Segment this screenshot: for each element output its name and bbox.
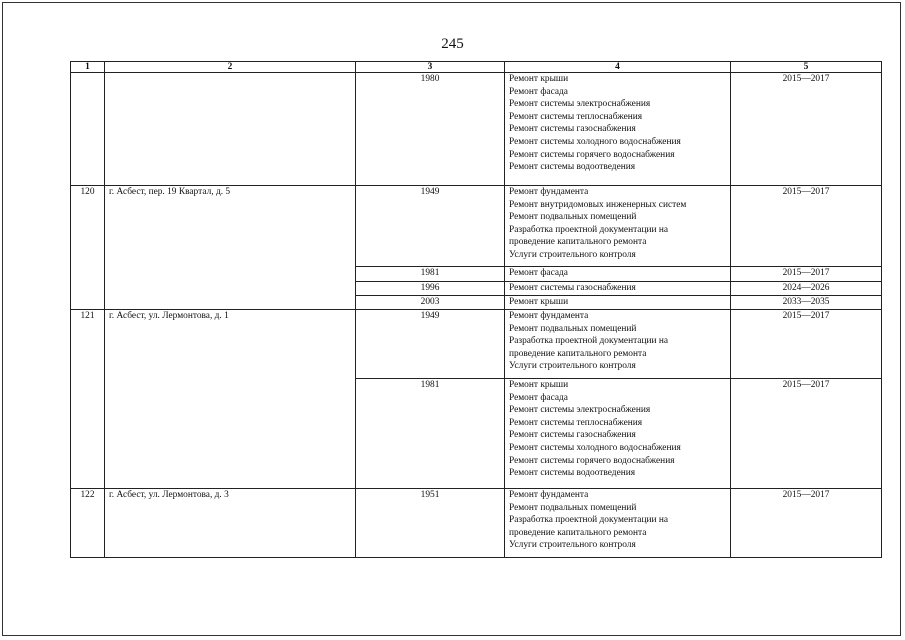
period-cell: 2015—2017 xyxy=(731,186,882,267)
work-item: Ремонт системы газоснабжения xyxy=(509,283,636,293)
work-item: проведение капитального ремонта xyxy=(509,348,647,359)
works-cell xyxy=(505,489,731,558)
work-item: Услуги строительного контроля xyxy=(509,361,636,372)
page-number: 245 xyxy=(441,36,464,52)
column-header-5: 5 xyxy=(731,62,882,73)
table-row xyxy=(71,310,882,379)
work-item: Ремонт фасада xyxy=(509,268,568,278)
work-item: проведение капитального ремонта xyxy=(509,527,647,538)
work-item: Ремонт системы водоотведения xyxy=(509,162,636,173)
work-item: Ремонт фасада xyxy=(509,392,568,403)
address-cell: г. Асбест, ул. Лермонтова, д. 1 xyxy=(105,310,356,489)
work-item: Ремонт системы теплоснабжения xyxy=(509,417,643,428)
year-cell: 1980 xyxy=(356,73,505,186)
year-cell: 1981 xyxy=(356,267,505,282)
column-header-3: 3 xyxy=(356,62,505,73)
column-header-4: 4 xyxy=(505,62,731,73)
works-cell xyxy=(505,296,731,310)
column-header-2: 2 xyxy=(105,62,356,73)
work-item: Ремонт системы горячего водоснабжения xyxy=(509,149,675,160)
work-item: Ремонт системы холодного водоснабжения xyxy=(509,442,681,453)
work-item: Разработка проектной документации на xyxy=(509,224,669,235)
table-row xyxy=(71,186,882,267)
work-item: Ремонт системы теплоснабжения xyxy=(509,111,643,122)
address-cell: г. Асбест, ул. Лермонтова, д. 3 xyxy=(105,489,356,558)
year-cell: 1981 xyxy=(356,379,505,489)
work-item: Ремонт системы горячего водоснабжения xyxy=(509,455,675,466)
work-item: Ремонт системы газоснабжения xyxy=(509,124,636,135)
work-item: Ремонт крыши xyxy=(509,74,569,84)
house-number-cell: 122 xyxy=(71,489,105,558)
address-cell: г. Асбест, пер. 19 Квартал, д. 5 xyxy=(105,186,356,310)
period-cell: 2015—2017 xyxy=(731,489,882,558)
work-item: Ремонт системы водоотведения xyxy=(509,468,636,479)
house-number-cell: 121 xyxy=(71,310,105,489)
period-cell: 2033—2035 xyxy=(731,296,882,310)
work-item: Ремонт системы газоснабжения xyxy=(509,430,636,441)
table-row xyxy=(71,489,882,558)
work-item: Ремонт фасада xyxy=(509,86,568,97)
year-cell: 1951 xyxy=(356,489,505,558)
house-number-cell: 120 xyxy=(71,186,105,310)
works-cell xyxy=(505,73,731,186)
address-cell xyxy=(105,73,356,186)
period-cell: 2015—2017 xyxy=(731,73,882,186)
header-row xyxy=(71,62,882,73)
works-cell xyxy=(505,310,731,379)
period-cell: 2015—2017 xyxy=(731,379,882,489)
work-item: Услуги строительного контроля xyxy=(509,540,636,551)
work-item: Ремонт внутридомовых инженерных систем xyxy=(509,199,687,210)
work-item: Ремонт подвальных помещений xyxy=(509,502,637,513)
work-item: Ремонт подвальных помещений xyxy=(509,323,637,334)
works-cell xyxy=(505,282,731,296)
work-item: Ремонт фундамента xyxy=(509,490,589,500)
work-item: Ремонт системы электроснабжения xyxy=(509,99,651,110)
work-item: Ремонт крыши xyxy=(509,297,569,307)
year-cell: 1949 xyxy=(356,186,505,267)
work-item: Ремонт системы холодного водоснабжения xyxy=(509,136,681,147)
column-header-1: 1 xyxy=(71,62,105,73)
work-item: Разработка проектной документации на xyxy=(509,336,669,347)
repair-schedule-table xyxy=(70,61,882,558)
work-item: Ремонт фундамента xyxy=(509,311,589,321)
work-item: проведение капитального ремонта xyxy=(509,237,647,248)
works-cell xyxy=(505,379,731,489)
year-cell: 1949 xyxy=(356,310,505,379)
year-cell: 2003 xyxy=(356,296,505,310)
works-cell xyxy=(505,267,731,282)
period-cell: 2024—2026 xyxy=(731,282,882,296)
work-item: Ремонт системы электроснабжения xyxy=(509,405,651,416)
work-item: Ремонт крыши xyxy=(509,380,569,390)
period-cell: 2015—2017 xyxy=(731,267,882,282)
work-item: Ремонт фундамента xyxy=(509,187,589,197)
house-number-cell xyxy=(71,73,105,186)
work-item: Ремонт подвальных помещений xyxy=(509,212,637,223)
period-cell: 2015—2017 xyxy=(731,310,882,379)
work-item: Разработка проектной документации на xyxy=(509,515,669,526)
work-item: Услуги строительного контроля xyxy=(509,249,636,260)
works-cell xyxy=(505,186,731,267)
table-row xyxy=(71,73,882,186)
table-body xyxy=(71,73,882,558)
year-cell: 1996 xyxy=(356,282,505,296)
